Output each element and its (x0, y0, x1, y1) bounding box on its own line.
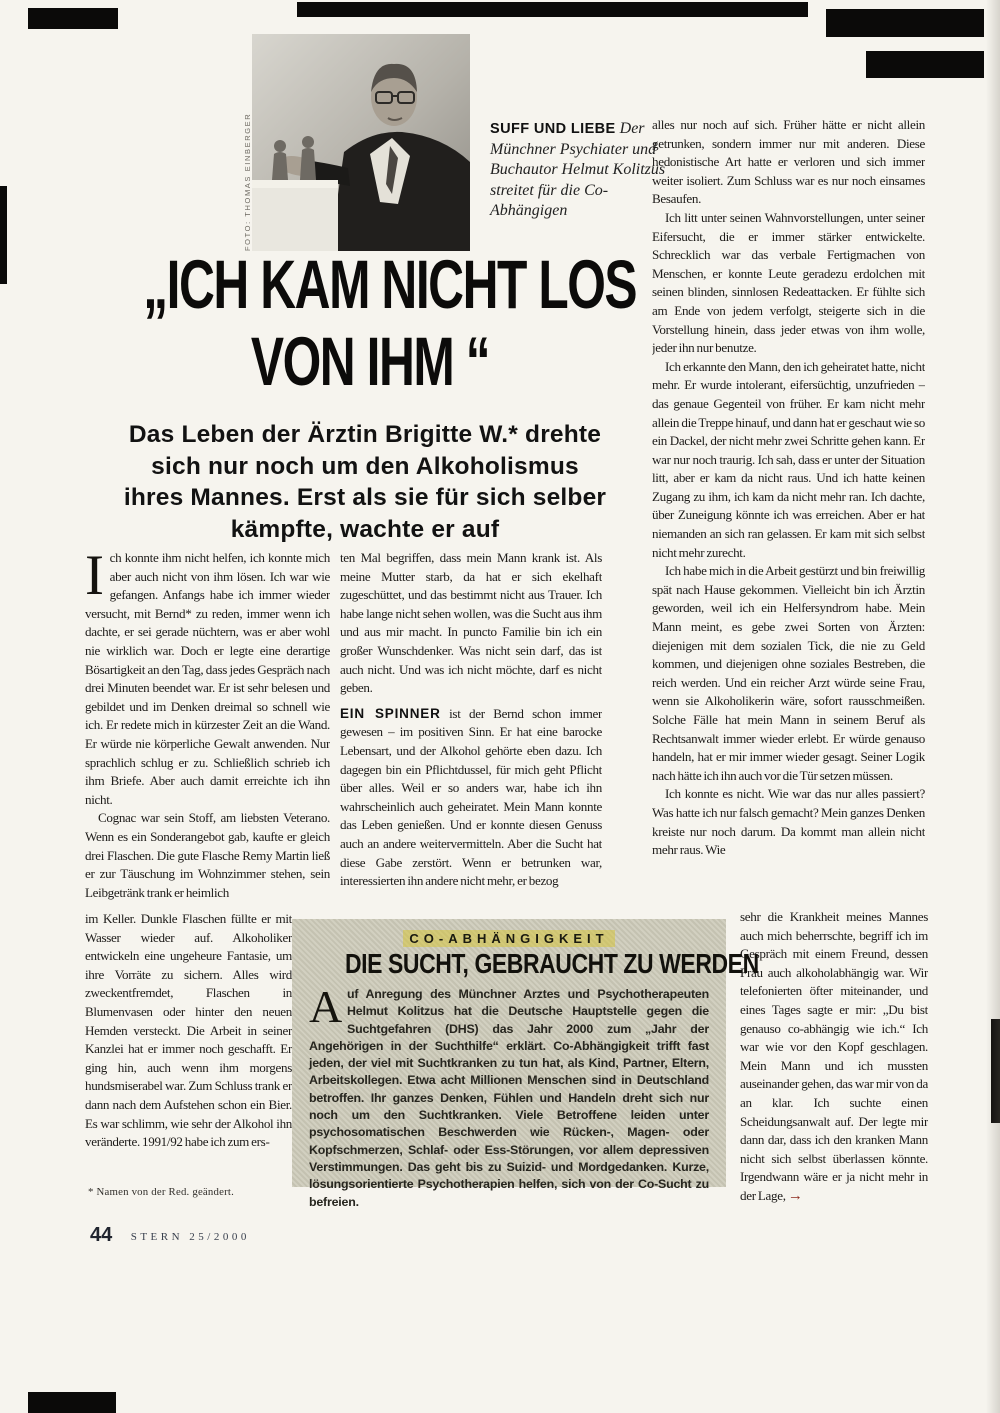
infobox-kicker (309, 931, 709, 946)
page-edge-shadow (986, 0, 1000, 1413)
scan-artifact-bar (826, 9, 984, 37)
page-number: 44 (90, 1224, 113, 1246)
infobox-kicker-text: CO-ABHÄNGIGKEIT (403, 930, 614, 947)
infobox-body (309, 981, 709, 1211)
infobox-co-abhaengigkeit (292, 919, 759, 1209)
paragraph: Cognac war sein Stoff, am liebsten Veterano. Wenn es ein Sonderangebot gab, kaufte er gleich drei Flaschen. Die gute Flasche Remy Martin ließ er zur Täuschung im Wohnzimmer stehen, sein Leibgetränk trank er heimlich (85, 810, 330, 900)
body-text: ist der Bernd schon immer gewesen – im positiven Sinn. Er hat eine barocke Lebensart, und der Alkohol gehörte eben dazu. Ich dagegen bin ein Pflichtdussel, für mich geht Pflicht über alles. Weil er so anders war, habe ich ihn wahrscheinlich auch geheiratet. Mein Mann konnte das Leben genießen. Und er konnte diesen Genuss auch an andere weitervermitteln. Aber die Sucht hat diese Gabe zerstört. Wenn er betrunken war, interessierten ihn andere nicht mehr, er bezog (340, 705, 602, 889)
scan-artifact-bar (28, 1392, 116, 1413)
page-footer (90, 1224, 250, 1247)
article-column-1 (85, 549, 330, 908)
body-text: sehr die Krankheit meines Mannes auch mich beherrschte, begriff ich im Gespräch mit einem Freund, dessen Frau auch alkoholabhängig war. Wir telefonierten öfter miteinander, und eines Tages sagte er mir: „Du bist genauso co-abhängig wie ich.“ Ich war wie vor den Kopf geschlagen. Mein Mann und ich mussten auseinander gehen, das war mir von da an klar. Ich suchte einen Scheidungsanwalt auf. Der legte mir dann dar, dass ich den kranken Mann nicht sich selbst überlassen könnte. Irgendwann wäre er ja nicht mehr in der Lage, (740, 909, 928, 1203)
scan-artifact-bar (28, 8, 118, 29)
caption-lead: SUFF UND LIEBE (490, 121, 616, 137)
scan-artifact-bar (0, 186, 7, 284)
article-column-1-narrow (85, 910, 292, 1192)
headline (55, 246, 685, 400)
dropcap: I (85, 549, 104, 607)
caption-text: Der Münchner Psychiater und Buchautor Helmut Kolitzus streitet für die Co-Abhängigen (490, 120, 666, 219)
standfirst-line: Das Leben der Ärztin Brigitte W.* drehte (128, 421, 602, 448)
body-text: ch konnte ihm nicht helfen, ich konnte mich aber auch nicht von ihm lösen. Ich war wie gefangen. Anfangs habe ich immer wieder versucht, mit Bernd* zu reden, immer wenn ich dachte, er sei gerade nüchtern, was er aber wohl nie wirklich war. Doch er legte eine derartige Bösartigkeit an den Tag, dass jedes Gespräch nach drei Minuten beendet war. Er ist sehr belesen und gebildet und im Denken dreimal so schnell wie ich. Er redete mich in kürzester Zeit an die Wand. Er würde nie körperliche Gewalt anwenden. Nur sprachlich schlug er zu. Schließlich schrieb ich ihm Briefe. Aber auch damit erreichte ich ihn nicht. (85, 550, 330, 807)
infobox-dropcap: A (309, 981, 343, 1032)
magazine-issue: STERN 25/2000 (130, 1231, 250, 1243)
paragraph: im Keller. Dunkle Flaschen füllte er mit Wasser wieder auf. Alkoholiker entwickeln eine ungeheure Fantasie, um ihre Vorräte zu sichern. Alles wird zweckentfremdet, Flaschen in Blumenvasen oder hinter den neuen Hemden versteckt. Die Arbeit in seiner Kanzlei hat er immer noch geschafft. Er ging hin, auch wenn ihm morgens hundsmiserabel war. Zum Schluss trank er dann nach dem Aufstehen schon ein Bier. Es war schlimm, wie sehr der Alkohol ihn veränderte. 1991/92 habe ich zum ers- (85, 911, 292, 1150)
continuation-arrow: → (787, 1187, 803, 1204)
paragraph (85, 549, 330, 809)
paragraph: Ich habe mich in die Arbeit gestürzt und bin freiwillig spät nach Hause gekommen. Vielleicht bin ich Ärztin geworden, weil ich ein Helfersyndrom habe. Mein Mann meint, es gebe zwei Sorten von Ärzten: diejenigen mit dem sozialen Tick, die nie zu Geld kommen, und diejenigen ohne soziales Bestreben, die reich werden. Und ein reicher Arzt würde seine Frau, wenn sie Alkoholikerin wäre, sofort rausschmeißen. Solche Fälle hat mein Mann in seinem Beruf als Rechtsanwalt immer wieder erlebt. Er würde genauso handeln, hat er mir immer wieder gesagt. Seiner Logik nach hätte ich ihn auch vor die Tür setzen müssen. (652, 563, 925, 783)
photo-credit: FOTO: THOMAS EINBERGER (243, 112, 252, 251)
paragraph: Ich konnte es nicht. Wie war das nur alles passiert? Was hatte ich nur falsch gemacht? Mein ganzes Denken kreiste nur noch darum. Da kommt man allein nicht mehr raus. Wie (652, 786, 925, 858)
paragraph: alles nur noch auf sich. Früher hätte er nicht allein getrunken, sondern immer nur mit anderen. Diese hedonistische Art hatte er verloren und sich immer weiter isoliert. Zum Schluss war es nur noch einsames Besaufen. (652, 117, 925, 207)
paragraph-gap (340, 698, 602, 705)
article-column-3 (652, 116, 925, 906)
paragraph: Ich erkannte den Mann, den ich geheiratet hatte, nicht mehr. Er wurde intolerant, eifersüchtig, unzufrieden – das genaue Gegenteil von früher. Er kam nicht mehr allein die Treppe hinauf, und dann hat er geschaut wie so ein Dackel, der nicht mehr zwei Schritte gehen kann. Er war nur noch traurig. Ich sah, dass er unter der Situation litt, aber er kam da nicht raus. Und ich hatte keinen Zugang zu ihm, ich kam da nicht mehr ran. Ich dachte, über Zuneigung könnte ich was erreichen. Aber er hat niemanden an sich ran gelassen. Er kam mit sich selbst nicht mehr zurecht. (652, 358, 925, 560)
article-column-3-narrow (740, 908, 928, 1214)
infobox-title: DIE SUCHT, GEBRAUCHT ZU WERDEN (345, 948, 759, 979)
standfirst-line: ihres Mannes. Erst als sie für sich selber (123, 484, 607, 511)
run-in-lead: EIN SPINNER (340, 705, 441, 721)
article-column-2 (340, 549, 602, 907)
headline-line-1: „ICH KAM NICHT LOS (143, 246, 637, 323)
editorial-footnote: * Namen von der Red. geändert. (88, 1186, 235, 1198)
paragraph: Ich litt unter seinen Wahnvorstellungen, unter seiner Eifersucht, die er immer stärker entwickelte. Schrecklich war das verbale Fertigmachen von Menschen, er konnte Leute geradezu erdolchen mit seinen blinden, sinnlosen Redeattacken. Er fühlte sich am Ende von jedem verfolgt, steigerte sich in die Vorstellung hinein, dass jeder etwas von ihm wolle, jeder ihn nur benutze. (652, 209, 925, 356)
article-photo (252, 34, 470, 251)
paragraph (340, 705, 602, 891)
paragraph: ten Mal begriffen, dass mein Mann krank ist. Als meine Mutter starb, da hat er sich ekelhaft zugeschüttet, und das bestimmt nicht aus Trauer. Ich habe lange nicht sehen wollen, was die Sucht aus ihm und aus mir macht. In puncto Familie bin ich ein großer Wunschdenker. Was nicht sein darf, das ist auch nicht. Und was ich nicht möchte, darf es nicht geben. (340, 550, 602, 696)
scan-artifact-bar (866, 51, 984, 78)
standfirst-line: sich nur noch um den Alkoholismus (151, 452, 579, 480)
infobox-body-text: uf Anregung des Münchner Arztes und Psychotherapeuten Helmut Kolitzus hat die Deutsche Hauptstelle gegen die Suchtgefahren (DHS) das Jahr 2000 zum „Jahr der Angehörigen in der Suchthilfe“ erklärt. Co-Abhängigkeit trifft fast jeden, der viel mit Suchtkranken zu tun hat, als Kind, Partner, Eltern, Arbeitskollegen. Etwa acht Millionen Menschen sind in Deutschland betroffen. Ihr ganzes Denken, Fühlen und Handeln dreht sich nur noch um den Suchtkranken. Viele Betroffene leiden unter psychosomatischen Beschwerden wie Rücken-, Magen- oder Kopfschmerzen, Schlaf- oder Ess-Störungen, vor allem depressiven Verstimmungen. Das geht bis zu Suizid- und Mordgedanken. Kurze, lösungsorientierte Psychotherapien helfen, sich von der Co-Sucht zu befreien. (309, 987, 709, 1209)
paragraph (740, 908, 928, 1206)
photo-illustration (252, 34, 470, 251)
standfirst-line: kämpfte, wachte er auf (230, 515, 500, 543)
standfirst (85, 419, 645, 545)
scan-artifact-bar (297, 2, 808, 17)
headline-line-2: VON IHM “ (250, 323, 490, 400)
